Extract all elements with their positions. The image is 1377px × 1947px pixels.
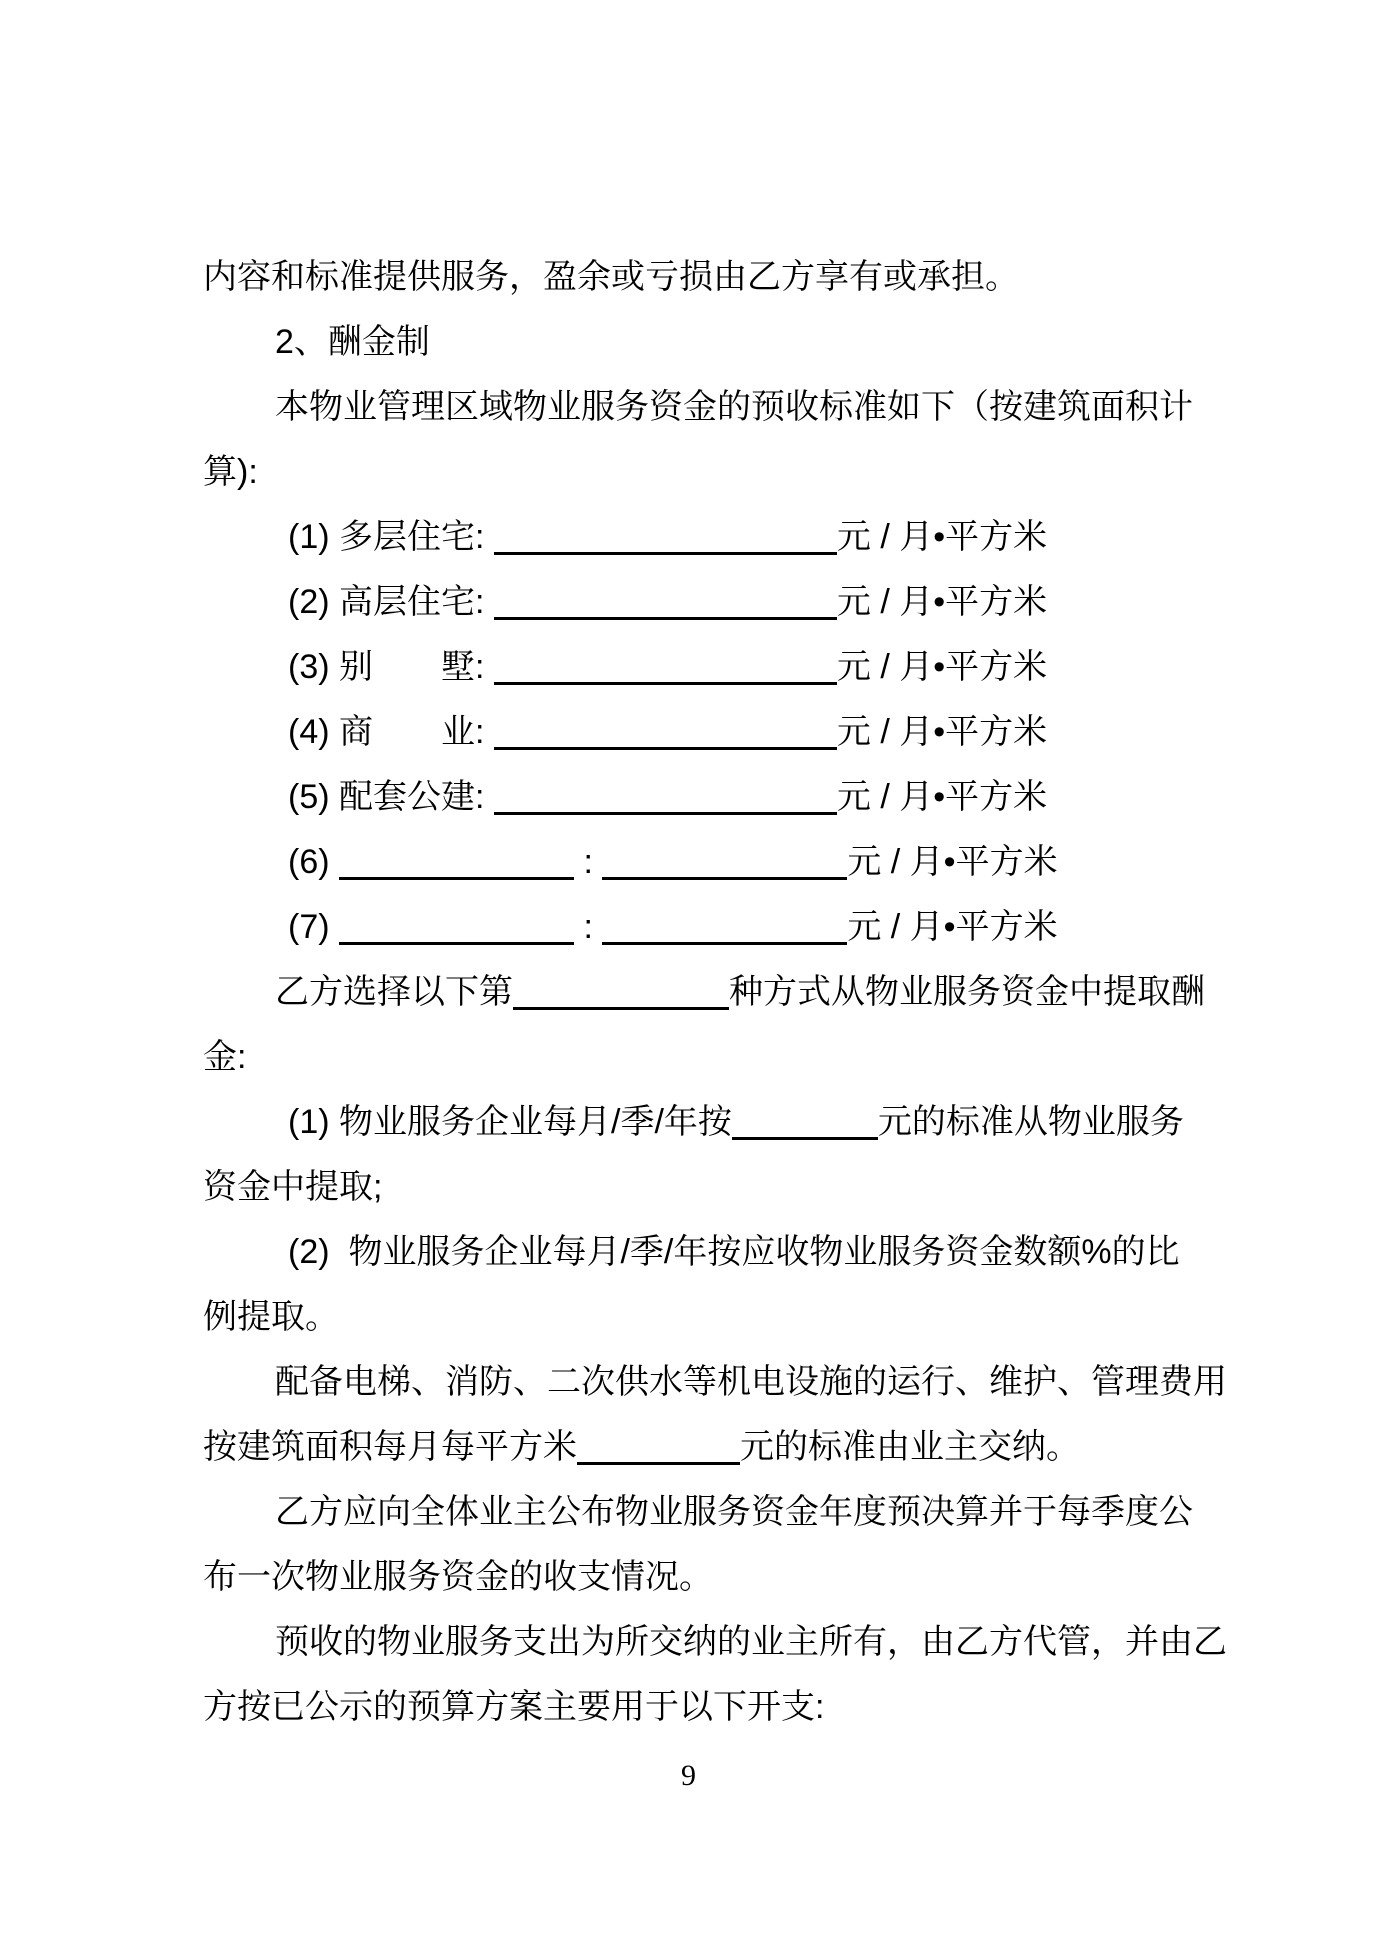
text-run: : [574, 843, 603, 881]
text-run: : [574, 908, 603, 946]
fill-in-blank [602, 942, 847, 945]
text-run: 乙方应向全体业主公布物业服务资金年度预决算并于每季度公 [275, 1493, 1193, 1531]
text-line [203, 440, 1215, 505]
fill-in-blank [494, 747, 837, 750]
document-body [203, 245, 1227, 1740]
text-run: 元 / 月•平方米 [847, 908, 1058, 946]
text-line [203, 505, 1215, 570]
text-run: 2、酬金制 [275, 323, 430, 361]
text-line [203, 960, 1215, 1025]
page-number: 9 [681, 1759, 696, 1792]
text-line [203, 1675, 1215, 1740]
text-run: (3) 别 墅: [288, 648, 494, 686]
text-run: 元 / 月•平方米 [836, 583, 1048, 621]
fill-in-blank [494, 552, 837, 555]
text-run: (2) 高层住宅: [288, 583, 494, 621]
fill-in-blank [339, 877, 574, 880]
text-run: 资金中提取; [203, 1168, 383, 1206]
text-line [203, 1350, 1227, 1415]
text-run: 内容和标准提供服务，盈余或亏损由乙方享有或承担。 [203, 258, 1019, 296]
text-run: (2) 物业服务企业每月/季/年按应收物业服务资金数额%的比 [288, 1233, 1180, 1271]
text-run: (7) [288, 908, 339, 946]
text-line [203, 1285, 1215, 1350]
text-line [203, 310, 1215, 375]
fill-in-blank [339, 942, 574, 945]
fill-in-blank [732, 1137, 878, 1140]
text-run: 元的标准从物业服务 [877, 1103, 1184, 1141]
fill-in-blank [494, 617, 837, 620]
text-run: 元的标准由业主交纳。 [740, 1428, 1080, 1466]
fill-in-blank [494, 682, 837, 685]
text-run: 按建筑面积每月每平方米 [203, 1428, 577, 1466]
text-run: 布一次物业服务资金的收支情况。 [203, 1558, 713, 1596]
text-run: 算): [203, 453, 258, 491]
text-line [203, 1025, 1215, 1090]
text-run: 金: [203, 1038, 247, 1076]
text-run: (1) 多层住宅: [288, 518, 494, 556]
text-run: 种方式从物业服务资金中提取酬 [729, 973, 1205, 1011]
text-line [203, 1415, 1215, 1480]
text-line [203, 1480, 1215, 1545]
text-line [203, 830, 1215, 895]
text-line [203, 1220, 1215, 1285]
text-line [203, 1545, 1215, 1610]
text-run: 元 / 月•平方米 [836, 778, 1048, 816]
text-run: 方按已公示的预算方案主要用于以下开支: [203, 1688, 825, 1726]
text-run: (4) 商 业: [288, 713, 494, 751]
text-line [203, 635, 1215, 700]
text-run: 元 / 月•平方米 [847, 843, 1058, 881]
fill-in-blank [494, 812, 837, 815]
text-run: (5) 配套公建: [288, 778, 494, 816]
text-run: 本物业管理区域物业服务资金的预收标准如下（按建筑面积计 [275, 388, 1193, 426]
text-line [203, 1610, 1227, 1675]
text-line [203, 1090, 1215, 1155]
text-run: 例提取。 [203, 1298, 339, 1336]
fill-in-blank [577, 1462, 740, 1465]
text-run: 配备电梯、消防、二次供水等机电设施的运行、维护、管理费用 [275, 1363, 1227, 1401]
text-run: 元 / 月•平方米 [836, 713, 1048, 751]
text-line [203, 700, 1215, 765]
text-line [203, 895, 1215, 960]
fill-in-blank [602, 877, 847, 880]
text-line [203, 765, 1215, 830]
text-line [203, 245, 1215, 310]
text-run: (6) [288, 843, 339, 881]
text-run: (1) 物业服务企业每月/季/年按 [288, 1103, 732, 1141]
text-line [203, 1155, 1215, 1220]
text-run: 预收的物业服务支出为所交纳的业主所有，由乙方代管，并由乙 [275, 1623, 1227, 1661]
text-run: 元 / 月•平方米 [836, 648, 1048, 686]
fill-in-blank [513, 1007, 729, 1010]
text-line [203, 570, 1215, 635]
text-line [203, 375, 1215, 440]
text-run: 元 / 月•平方米 [836, 518, 1048, 556]
text-run: 乙方选择以下第 [275, 973, 513, 1011]
